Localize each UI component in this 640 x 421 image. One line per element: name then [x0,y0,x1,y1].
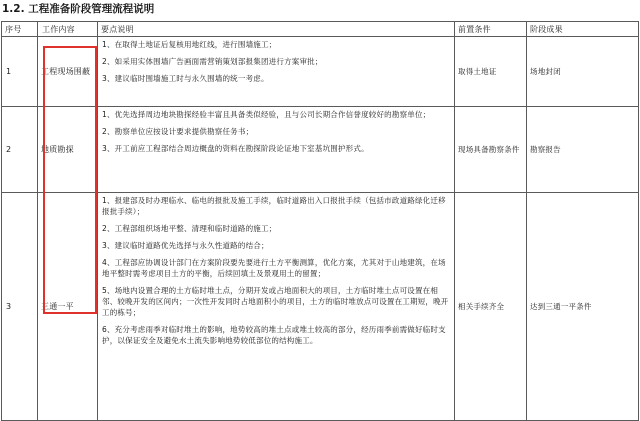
point-item: 2、勘察单位应按设计要求提供勘察任务书； [102,127,254,136]
point-item: 5、场地内设置合理的土方临时堆土点，分期开发或占地面积大的项目，土方临时堆土点可设置在相邻、较晚开发的区间内；一次性开发同时占地面积小的项目，土方的临时堆放点可设置在工期短，晚开工的栋号； [102,286,449,317]
process-table [1,21,639,421]
point-item: 2、工程部组织场地平整、清理和临时道路的施工； [102,224,277,233]
section-title: 1.2. 工程准备阶段管理流程说明 [2,3,155,15]
table-header-row [2,22,639,37]
point-item: 3、开工前应工程部结合周边概盘的资料在勘探阶段论证地下室基坑围护形式。 [102,144,369,153]
row-condition: 相关手续齐全 [455,193,527,421]
row-step: 地质勘探 [38,107,98,193]
row-points [98,107,455,193]
table-row [2,37,639,107]
point-item: 4、工程部应协调设计部门在方案阶段要先要进行土方平衡测算，优化方案，尤其对于山地建筑，在场地平整时需考虑项目土方的平衡，后续回填土及景观用土的留置； [102,258,446,278]
row-output: 勘察报告 [527,107,639,193]
point-item: 6、充分考虑雨季对临时堆土的影响，地势较高的堆土点或堆土较高的部分，经历雨季前需做好临时支护，以保证安全及避免水土流失影响地势较低部位的结构施工。 [102,325,446,345]
row-condition: 现场具备勘察条件 [455,107,527,193]
row-condition: 取得土地证 [455,37,527,107]
row-points [98,193,455,421]
row-index: 2 [2,107,38,193]
row-points [98,37,455,107]
row-output: 场地封闭 [527,37,639,107]
row-index: 1 [2,37,38,107]
header-output: 阶段成果 [527,22,639,37]
point-item: 3、建议临时围墙施工时与永久围墙的统一考虑。 [102,74,269,83]
row-index: 3 [2,193,38,421]
table-row [2,107,639,193]
point-item: 1、优先选择周边地块勘探经验丰富且具备类似经验，且与公司长期合作信誉度较好的勘察单位； [102,110,431,119]
row-step: 三通一平 [38,193,98,421]
point-item: 1、在取得土地证后复核用地红线，进行围墙施工； [102,40,277,49]
point-item: 3、建议临时道路优先选择与永久性道路的结合； [102,241,269,250]
header-points: 要点说明 [98,22,455,37]
header-step: 工作内容 [38,22,98,37]
point-item: 1、报建部及时办理临水、临电的报批及施工手续，临时道路出入口报批手续（包括市政道路绿化迁移报批手续）； [102,196,446,216]
header-index: 序号 [2,22,38,37]
point-item: 2、如采用实体围墙广告画面需营销策划部报集团进行方案审批； [102,57,323,66]
header-condition: 前置条件 [455,22,527,37]
table-row [2,193,639,421]
row-step: 工程现场围蔽 [38,37,98,107]
row-output: 达到三通一平条件 [527,193,639,421]
